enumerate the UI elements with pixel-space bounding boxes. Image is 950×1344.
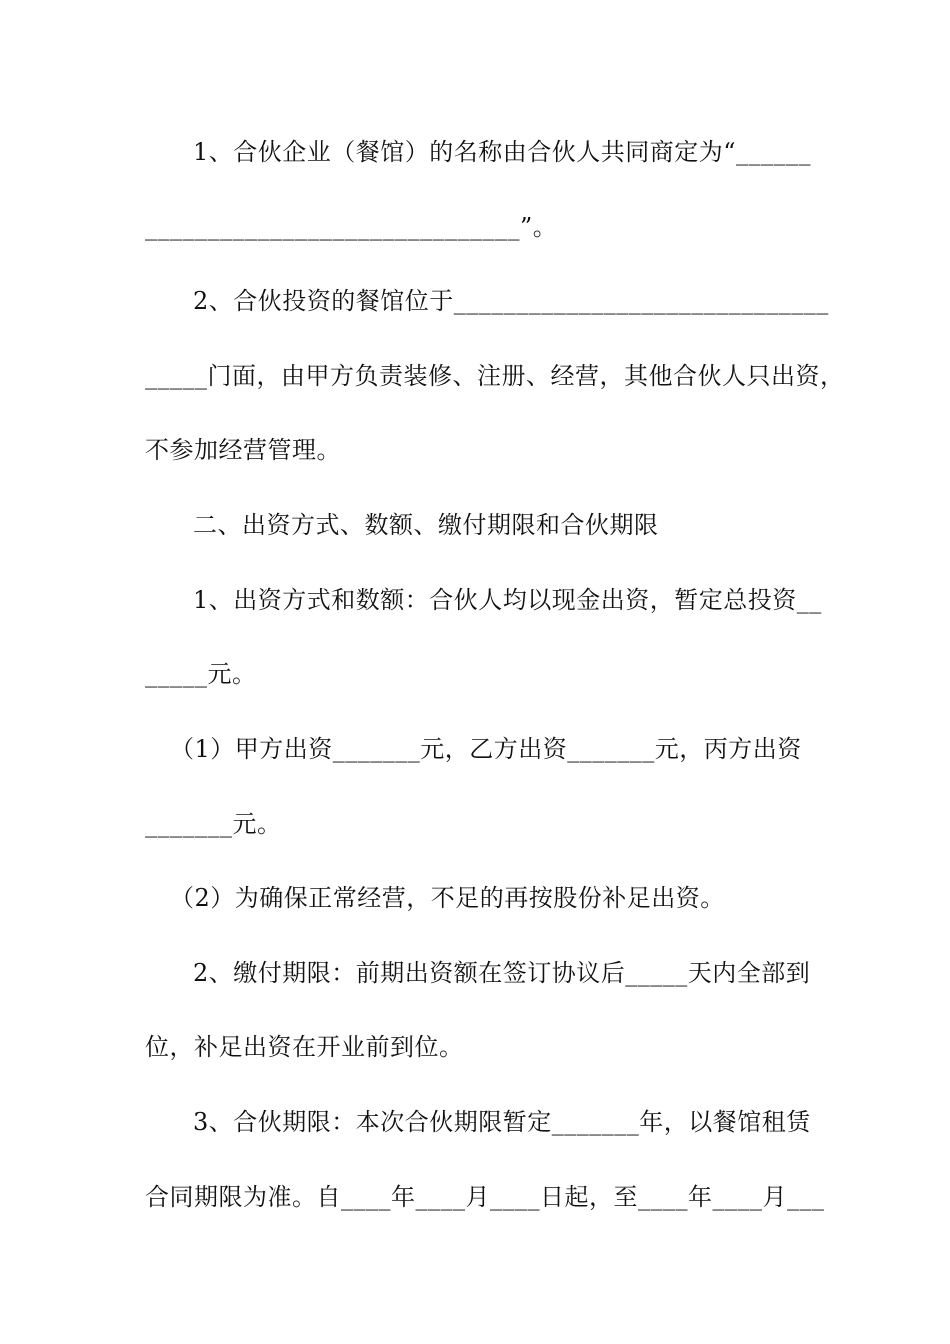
investment-method-line-1: 1、出资方式和数额：合伙人均以现金出资，暂定总投资__ [193,586,822,614]
partnership-term-line-1: 3、合伙期限：本次合伙期限暂定_______年，以餐馆租赁 [193,1108,811,1136]
clause-2-location-line-3: 不参加经营管理。 [145,436,341,464]
investment-method-line-2: _____元。 [145,660,257,688]
contribution-amounts-line-2: _______元。 [145,810,282,838]
clause-1-name-line-1: 1、合伙企业（餐馆）的名称由合伙人共同商定为“______ [193,138,812,166]
clause-1-name-line-2: ______________________________”。 [145,213,558,241]
supplementary-capital-line: （2）为确保正常经营，不足的再按股份补足出资。 [170,884,725,912]
clause-2-location-line-2: _____门面，由甲方负责装修、注册、经营，其他合伙人只出资， [145,362,845,390]
payment-term-line-2: 位，补足出资在开业前到位。 [145,1033,464,1061]
payment-term-line-1: 2、缴付期限：前期出资额在签订协议后_____天内全部到 [193,959,811,987]
contribution-amounts-line-1: （1）甲方出资_______元，乙方出资_______元，丙方出资 [170,735,802,763]
section-2-heading: 二、出资方式、数额、缴付期限和合伙期限 [193,511,659,539]
partnership-term-line-2: 合同期限为准。自____年____月____日起，至____年____月___ [145,1183,825,1211]
clause-2-location-line-1: 2、合伙投资的餐馆位于______________________________ [193,287,829,315]
